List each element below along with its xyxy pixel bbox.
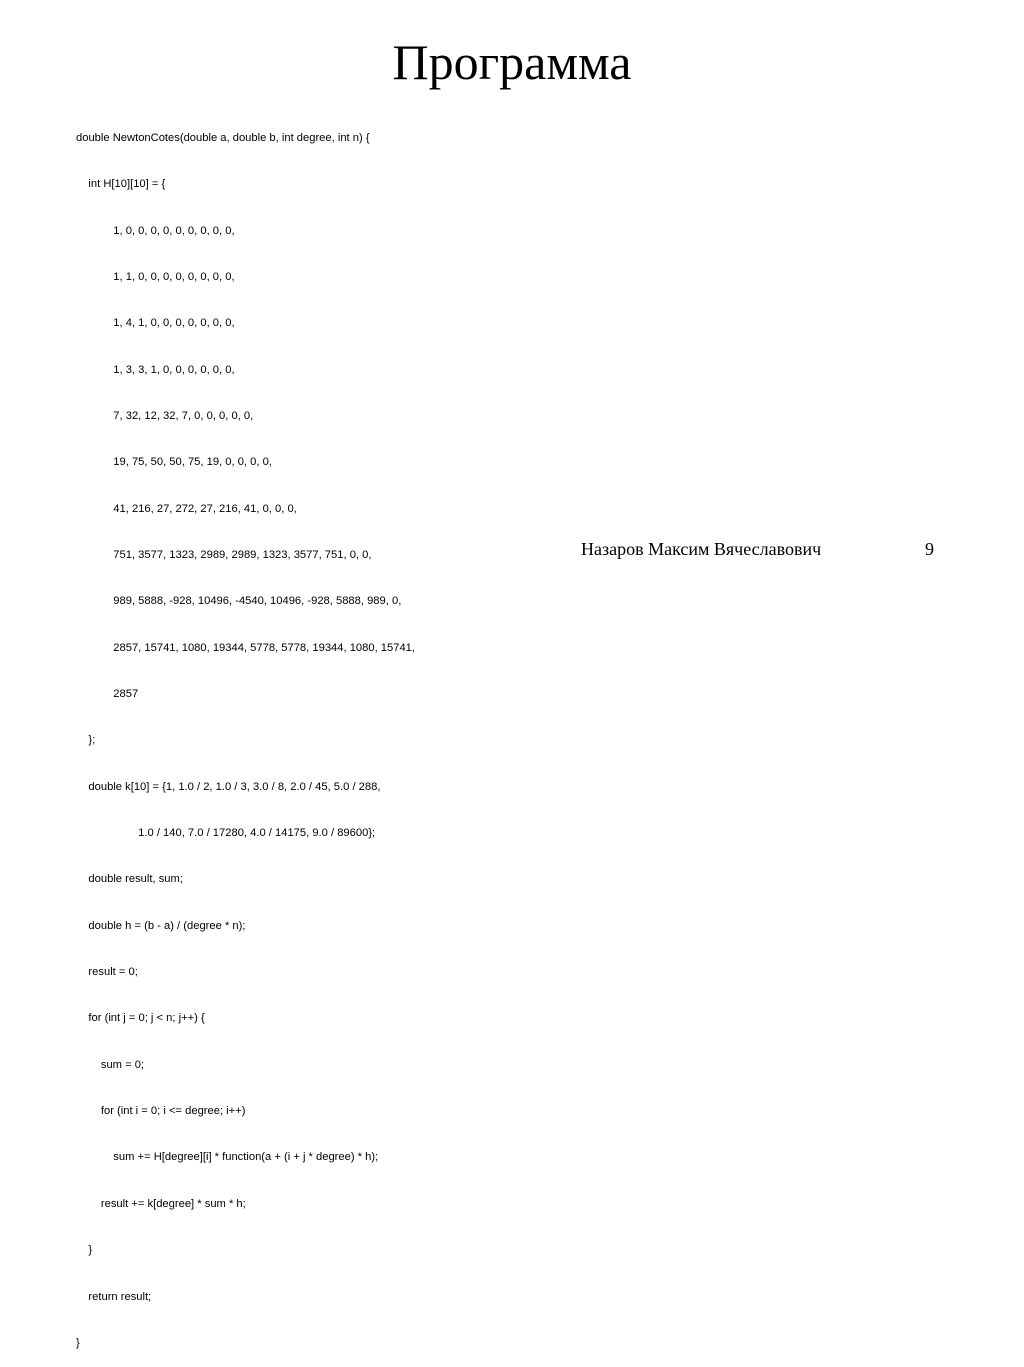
code-line: sum += H[degree][i] * function(a + (i + j * degree) * h); [76,1151,379,1164]
code-line: 2857, 15741, 1080, 19344, 5778, 5778, 19344, 1080, 15741, [76,641,416,654]
code-line: } [76,1244,93,1257]
code-line: double result, sum; [76,873,183,886]
code-line: 1, 1, 0, 0, 0, 0, 0, 0, 0, 0, [76,270,235,283]
code-line: double h = (b - a) / (degree * n); [76,919,246,932]
code-line: 1, 3, 3, 1, 0, 0, 0, 0, 0, 0, [76,363,235,376]
code-line: result += k[degree] * sum * h; [76,1197,246,1210]
footer-author: Назаров Максим Вячеславович [581,539,822,559]
code-line: }; [76,734,96,747]
code-line: for (int j = 0; j < n; j++) { [76,1012,205,1025]
code-line: int H[10][10] = { [76,178,166,191]
code-line: return result; [76,1290,152,1303]
code-block [76,100,976,1367]
page-number: 9 [925,539,934,559]
code-line: 989, 5888, -928, 10496, -4540, 10496, -928, 5888, 989, 0, [76,595,402,608]
code-line: result = 0; [76,966,138,979]
code-line: 19, 75, 50, 50, 75, 19, 0, 0, 0, 0, [76,456,272,469]
code-line: double NewtonCotes(double a, double b, int degree, int n) { [76,131,370,144]
code-line: 1, 4, 1, 0, 0, 0, 0, 0, 0, 0, [76,317,235,330]
code-line: 7, 32, 12, 32, 7, 0, 0, 0, 0, 0, [76,409,254,422]
code-line: 2857 [76,688,139,701]
code-line: } [76,1336,80,1349]
code-line: 1, 0, 0, 0, 0, 0, 0, 0, 0, 0, [76,224,235,237]
code-line: 1.0 / 140, 7.0 / 17280, 4.0 / 14175, 9.0 / 89600}; [76,827,376,840]
code-line: 41, 216, 27, 272, 27, 216, 41, 0, 0, 0, [76,502,297,515]
code-line: double k[10] = {1, 1.0 / 2, 1.0 / 3, 3.0 / 8, 2.0 / 45, 5.0 / 288, [76,780,381,793]
code-line: sum = 0; [76,1058,145,1071]
code-line: 751, 3577, 1323, 2989, 2989, 1323, 3577, 751, 0, 0, [76,549,372,561]
slide-title: Программа [392,34,632,90]
code-line: for (int i = 0; i <= degree; i++) [76,1105,246,1118]
